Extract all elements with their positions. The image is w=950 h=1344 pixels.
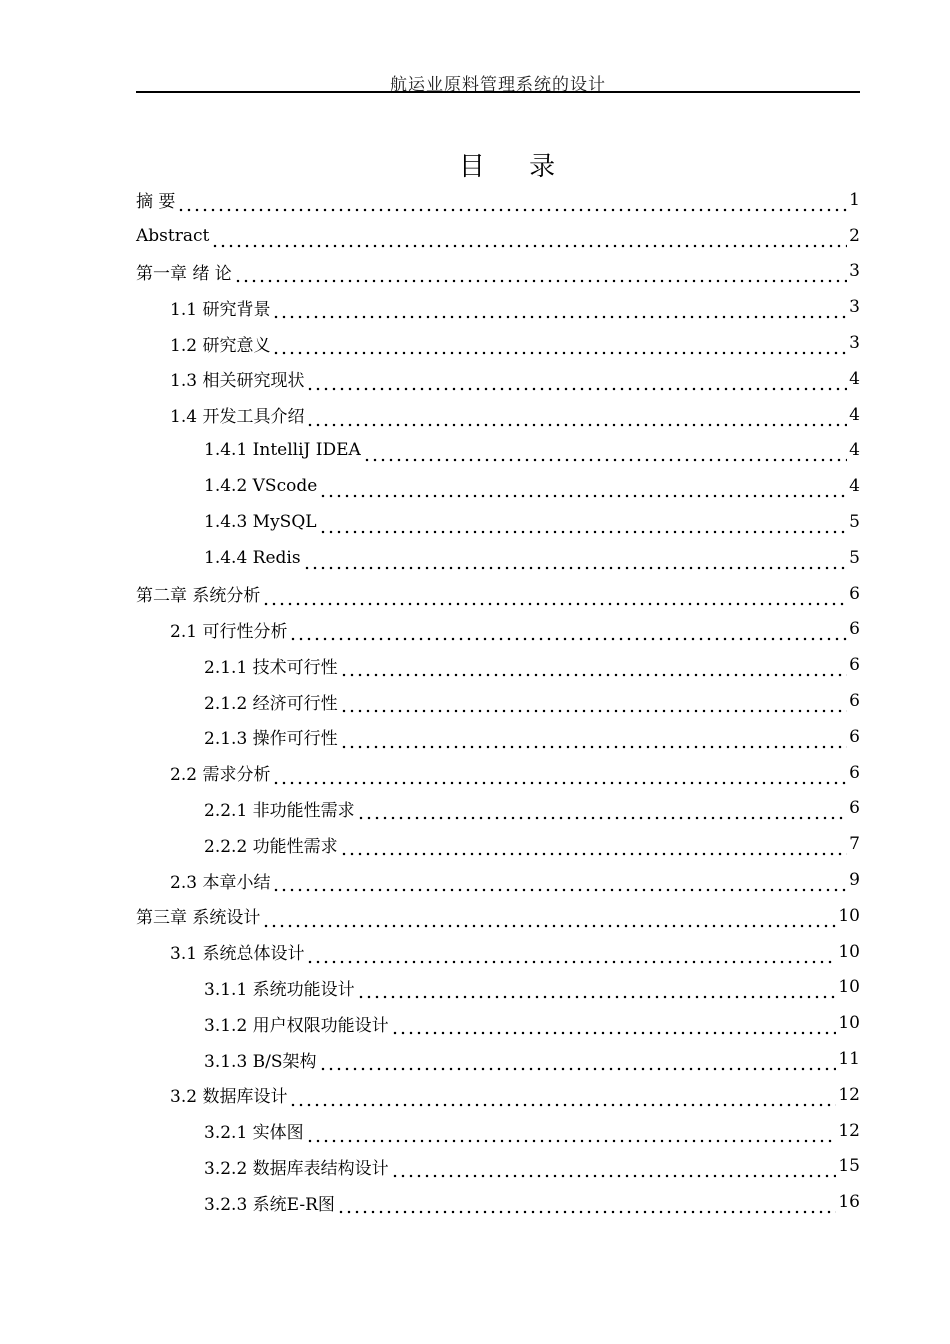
- toc-dot-leader: [234, 263, 847, 283]
- toc-entry-label: 1.4.3 MySQL: [204, 512, 317, 533]
- toc-entry[interactable]: [136, 934, 860, 970]
- toc-entry[interactable]: [136, 182, 860, 218]
- toc-entry[interactable]: [136, 397, 860, 433]
- table-of-contents: [136, 182, 860, 1220]
- toc-entry-label: 第一章 绪 论: [136, 263, 232, 284]
- toc-entry[interactable]: [136, 325, 860, 361]
- toc-entry-page: 6: [849, 798, 860, 819]
- toc-entry-label: 2.1.2 经济可行性: [204, 693, 338, 714]
- toc-dot-leader: [306, 371, 847, 391]
- toc-dot-leader: [272, 765, 847, 785]
- running-header: 航运业原料管理系统的设计: [390, 75, 606, 95]
- toc-dot-leader: [357, 979, 837, 999]
- toc-entry-page: 12: [838, 1084, 860, 1105]
- toc-dot-leader: [340, 836, 848, 856]
- toc-entry-page: 10: [838, 1013, 860, 1034]
- toc-entry[interactable]: [136, 970, 860, 1006]
- toc-entry[interactable]: [136, 504, 860, 540]
- toc-dot-leader: [340, 657, 848, 677]
- toc-entry-page: 4: [849, 476, 860, 497]
- toc-entry-page: 4: [849, 368, 860, 389]
- toc-dot-leader: [319, 1051, 837, 1071]
- toc-entry[interactable]: [136, 1005, 860, 1041]
- toc-dot-leader: [289, 1087, 836, 1107]
- toc-entry-page: 12: [838, 1120, 860, 1141]
- toc-entry-label: 3.1.3 B/S架构: [204, 1051, 317, 1072]
- toc-entry-page: 10: [838, 977, 860, 998]
- toc-entry[interactable]: [136, 218, 860, 254]
- toc-entry-page: 3: [849, 297, 860, 318]
- toc-title: 目 录: [458, 152, 574, 182]
- toc-dot-leader: [262, 586, 847, 606]
- toc-entry-label: 3.1.2 用户权限功能设计: [204, 1015, 389, 1036]
- toc-entry-page: 1: [849, 189, 860, 210]
- toc-entry-label: 3.2 数据库设计: [170, 1087, 288, 1108]
- toc-dot-leader: [303, 550, 848, 570]
- toc-entry-label: 3.2.2 数据库表结构设计: [204, 1158, 389, 1179]
- toc-dot-leader: [272, 299, 847, 319]
- toc-entry[interactable]: [136, 719, 860, 755]
- toc-entry-label: 第二章 系统分析: [136, 586, 261, 607]
- toc-entry-page: 7: [849, 834, 860, 855]
- toc-entry-page: 10: [838, 905, 860, 926]
- toc-entry[interactable]: [136, 898, 860, 934]
- toc-dot-leader: [211, 228, 847, 248]
- toc-dot-leader: [337, 1194, 836, 1214]
- toc-entry[interactable]: [136, 1149, 860, 1185]
- toc-entry-label: 1.4 开发工具介绍: [170, 407, 305, 428]
- toc-entry-page: 4: [849, 404, 860, 425]
- toc-entry-page: 9: [849, 870, 860, 891]
- toc-entry-label: 2.2.1 非功能性需求: [204, 800, 355, 821]
- toc-entry[interactable]: [136, 647, 860, 683]
- toc-entry[interactable]: [136, 791, 860, 827]
- toc-entry-page: 3: [849, 261, 860, 282]
- toc-entry[interactable]: [136, 433, 860, 469]
- toc-entry-label: 1.4.2 VScode: [204, 476, 318, 497]
- toc-entry-page: 10: [838, 941, 860, 962]
- toc-entry-label: 第三章 系统设计: [136, 908, 261, 929]
- toc-dot-leader: [272, 872, 847, 892]
- toc-dot-leader: [262, 908, 836, 928]
- toc-entry[interactable]: [136, 612, 860, 648]
- toc-entry[interactable]: [136, 862, 860, 898]
- toc-entry[interactable]: [136, 289, 860, 325]
- toc-entry-label: 1.4.1 IntelliJ IDEA: [204, 440, 361, 461]
- toc-entry-page: 2: [849, 225, 860, 246]
- toc-dot-leader: [363, 442, 847, 462]
- toc-dot-leader: [306, 407, 847, 427]
- toc-entry[interactable]: [136, 1184, 860, 1220]
- toc-entry[interactable]: [136, 1077, 860, 1113]
- toc-entry-page: 11: [838, 1049, 860, 1070]
- toc-entry[interactable]: [136, 468, 860, 504]
- toc-entry-label: 2.2.2 功能性需求: [204, 836, 338, 857]
- toc-entry[interactable]: [136, 1041, 860, 1077]
- toc-entry-label: 1.3 相关研究现状: [170, 371, 305, 392]
- toc-entry-page: 16: [838, 1192, 860, 1213]
- toc-entry[interactable]: [136, 1113, 860, 1149]
- toc-entry-label: 3.1.1 系统功能设计: [204, 979, 355, 1000]
- toc-dot-leader: [391, 1158, 837, 1178]
- toc-entry[interactable]: [136, 540, 860, 576]
- header-rule: [136, 91, 860, 93]
- toc-entry[interactable]: [136, 683, 860, 719]
- toc-entry-page: 6: [849, 726, 860, 747]
- toc-entry-page: 6: [849, 762, 860, 783]
- toc-entry-page: 3: [849, 333, 860, 354]
- toc-entry-page: 5: [849, 512, 860, 533]
- toc-dot-leader: [319, 514, 848, 534]
- toc-entry-label: 2.1.1 技术可行性: [204, 657, 338, 678]
- toc-dot-leader: [272, 335, 847, 355]
- toc-entry-page: 6: [849, 619, 860, 640]
- toc-dot-leader: [289, 621, 847, 641]
- toc-dot-leader: [357, 800, 848, 820]
- toc-dot-leader: [340, 729, 848, 749]
- toc-entry-page: 6: [849, 691, 860, 712]
- toc-entry-label: 2.1 可行性分析: [170, 621, 288, 642]
- toc-entry-label: 摘 要: [136, 192, 176, 213]
- toc-entry[interactable]: [136, 254, 860, 290]
- toc-dot-leader: [306, 1123, 837, 1143]
- toc-entry-label: Abstract: [136, 225, 210, 246]
- toc-dot-leader: [177, 192, 847, 212]
- toc-dot-leader: [306, 944, 836, 964]
- toc-entry-label: 3.2.3 系统E-R图: [204, 1194, 335, 1215]
- toc-entry[interactable]: [136, 576, 860, 612]
- toc-entry[interactable]: [136, 755, 860, 791]
- toc-entry[interactable]: [136, 361, 860, 397]
- toc-dot-leader: [340, 693, 848, 713]
- toc-entry-label: 2.1.3 操作可行性: [204, 729, 338, 750]
- toc-entry[interactable]: [136, 826, 860, 862]
- toc-entry-label: 3.1 系统总体设计: [170, 944, 305, 965]
- toc-entry-label: 2.2 需求分析: [170, 765, 271, 786]
- toc-entry-label: 1.4.4 Redis: [204, 547, 301, 568]
- toc-dot-leader: [391, 1015, 837, 1035]
- toc-entry-page: 6: [849, 583, 860, 604]
- toc-dot-leader: [319, 478, 847, 498]
- toc-entry-label: 1.2 研究意义: [170, 335, 271, 356]
- toc-entry-page: 6: [849, 655, 860, 676]
- toc-entry-page: 15: [838, 1156, 860, 1177]
- toc-entry-label: 1.1 研究背景: [170, 299, 271, 320]
- toc-entry-page: 5: [849, 547, 860, 568]
- toc-entry-page: 4: [849, 440, 860, 461]
- toc-entry-label: 2.3 本章小结: [170, 872, 271, 893]
- toc-entry-label: 3.2.1 实体图: [204, 1123, 304, 1144]
